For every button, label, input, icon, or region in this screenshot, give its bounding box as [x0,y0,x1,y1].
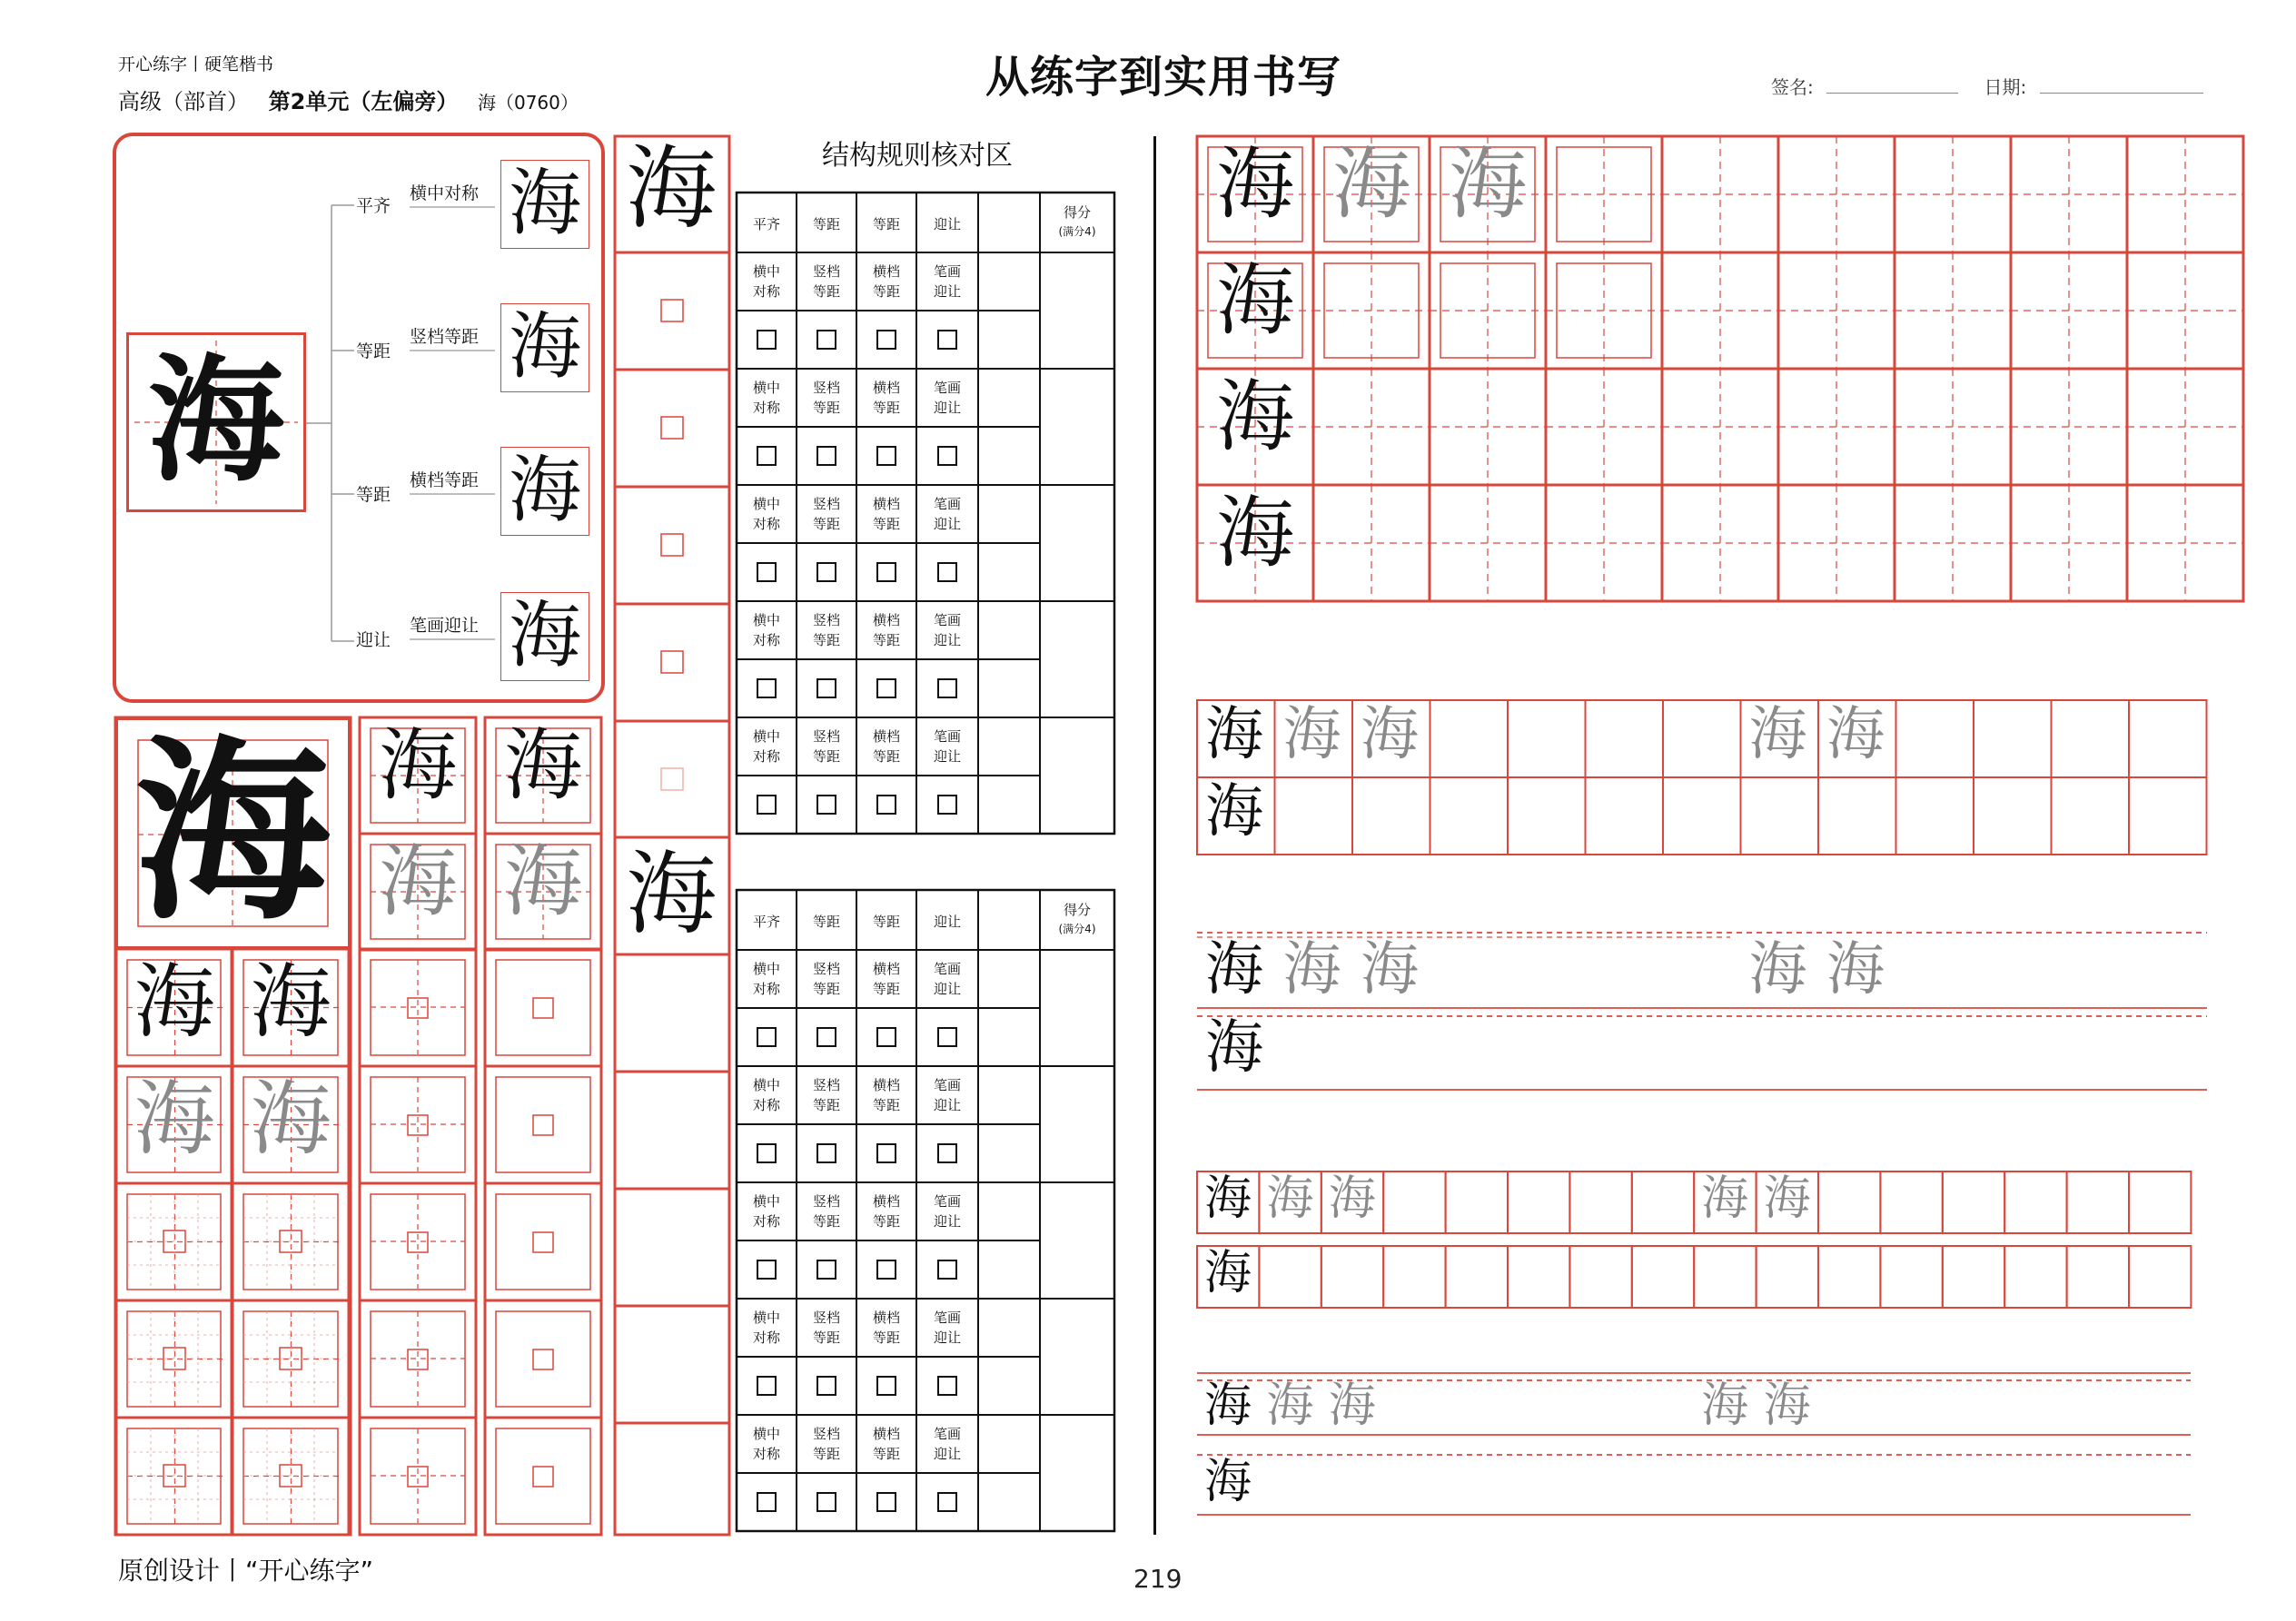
check-label-bottom: 迎让 [933,632,961,648]
check-label-bottom: 等距 [812,632,840,648]
check-checkbox[interactable] [816,446,836,466]
check-label-top: 笔画 [933,263,961,280]
check-label-top: 笔画 [933,380,961,396]
check-label-bottom: 等距 [872,1213,900,1230]
check-label-top: 横档 [872,961,900,977]
check-checkbox[interactable] [876,1492,896,1512]
check-row-label [797,1075,856,1115]
check-checkbox[interactable] [816,795,836,815]
rule-name-2: 竖档等距 [410,327,480,347]
check-row-label [856,1075,916,1115]
big-char: 海 [134,717,331,946]
check-row-label [856,1191,916,1231]
check-row-label [856,959,916,999]
check-row-label [916,378,978,418]
check-label-top: 横档 [872,380,900,396]
check-row-label [737,494,797,534]
check-label-bottom: 对称 [752,283,780,300]
check-label-bottom: 等距 [872,748,900,765]
check-row-label [916,726,978,766]
check-row-label [797,1308,856,1348]
practice-char-r2-c3: 海 [379,836,457,927]
check-label-bottom: 迎让 [933,748,961,765]
check-label-bottom: 迎让 [933,1329,961,1346]
check-checkbox[interactable] [757,1376,777,1396]
footer-credit: 原创设计丨“开心练字” [118,1556,374,1586]
check-checkbox[interactable] [937,562,957,582]
check-label-top: 横中 [752,961,780,977]
score-header [1040,203,1114,241]
check-row-label [916,1075,978,1115]
check-label-top: 横中 [752,263,780,280]
grid-char-r2-c1: 海 [1216,255,1294,346]
check-row-label [737,262,797,301]
line2-char-a-8: 海 [1701,1379,1749,1433]
check-checkbox[interactable] [816,1143,836,1163]
col5-char-mid: 海 [626,841,717,947]
page-title: 从练字到实用书写 [985,52,1342,103]
check-label-bottom: 等距 [872,400,900,416]
unit-text: 第2单元（左偏旁） [268,89,459,114]
check-row-label [856,1424,916,1464]
check-row-label [856,494,916,534]
check-label-top: 笔画 [933,612,961,628]
line2-char-a-1: 海 [1266,1379,1314,1433]
box-char-a-0: 海 [1205,701,1263,768]
rule-category-1: 平齐 [356,196,391,216]
check-label-bottom: 迎让 [933,981,961,997]
check-row-label [737,726,797,766]
check-checkbox[interactable] [816,1260,836,1280]
check-label-bottom: 对称 [752,400,780,416]
check-label-top: 横档 [872,1193,900,1210]
small-char-a-8: 海 [1701,1171,1749,1226]
check-checkbox[interactable] [816,330,836,350]
check-checkbox[interactable] [757,795,777,815]
check-label-bottom: 等距 [812,748,840,765]
check-label-top: 横中 [752,380,780,396]
check-label-top: 横档 [872,1077,900,1093]
check-label-top: 横中 [752,1310,780,1326]
line-char-a-1: 海 [1282,936,1341,1003]
rules-main-char: 海 [147,341,284,500]
line-char-b-0: 海 [1205,1014,1263,1082]
check-label-bottom: 对称 [752,748,780,765]
check-label-bottom: 对称 [752,1213,780,1230]
small-char-a-9: 海 [1763,1171,1811,1226]
score-note: (满分4) [1058,923,1096,935]
check-label-top: 竖档 [812,612,840,628]
check-label-top: 竖档 [812,496,840,512]
check-label-bottom: 对称 [752,981,780,997]
check-row-label [916,610,978,650]
check-row-label [737,1075,797,1115]
check-row-label [916,1308,978,1348]
check-checkbox[interactable] [937,1376,957,1396]
check-row-label [916,959,978,999]
check-label-top: 笔画 [933,496,961,512]
small-char-a-0: 海 [1203,1171,1252,1226]
check-label-bottom: 等距 [812,1097,840,1113]
check-label-bottom: 等距 [812,400,840,416]
grid-char-r4-c1: 海 [1216,488,1294,578]
check-header: 等距 [812,914,840,930]
check-checkbox[interactable] [757,1143,777,1163]
check-checkbox[interactable] [816,1376,836,1396]
line2-char-a-0: 海 [1203,1379,1252,1433]
check-row-label [797,959,856,999]
check-label-top: 笔画 [933,961,961,977]
check-checkbox[interactable] [816,1492,836,1512]
check-label-top: 竖档 [812,380,840,396]
check-label-bottom: 等距 [872,1446,900,1462]
grid-char-r1-c1: 海 [1216,139,1294,230]
rule-name-4: 笔画迎让 [410,616,480,636]
check-checkbox[interactable] [937,795,957,815]
practice-char-low-r1-c2: 海 [250,954,332,1049]
small-char-b-0: 海 [1203,1246,1252,1300]
small-char-a-1: 海 [1266,1171,1314,1226]
score-label: 得分 [1063,902,1091,918]
page-divider [1153,136,1156,1535]
box-char-a-8: 海 [1826,701,1885,768]
col5-char-top: 海 [626,135,717,242]
check-label-top: 竖档 [812,1426,840,1442]
check-row-label [737,1191,797,1231]
check-label-top: 横档 [872,728,900,745]
check-row-label [797,262,856,301]
check-header: 平齐 [752,914,780,930]
check-label-bottom: 等距 [872,1097,900,1113]
line2-char-a-9: 海 [1763,1379,1811,1433]
check-row-label [856,610,916,650]
check-checkbox[interactable] [876,446,896,466]
check-label-top: 横档 [872,612,900,628]
check-label-bottom: 等距 [812,1446,840,1462]
grid-char-r1-c3: 海 [1449,139,1527,230]
check-row-label [737,610,797,650]
check-label-bottom: 等距 [812,283,840,300]
check-label-top: 竖档 [812,961,840,977]
check-label-bottom: 等距 [872,283,900,300]
check-checkbox[interactable] [876,1260,896,1280]
line-char-a-7: 海 [1748,936,1807,1003]
check-label-bottom: 对称 [752,1329,780,1346]
check-row-label [797,726,856,766]
check-row-label [737,378,797,418]
rule-sample-char-4: 海 [509,593,581,677]
char-code-text: 海（0760） [477,92,579,114]
check-label-top: 笔画 [933,1426,961,1442]
page-number: 219 [1133,1564,1183,1594]
line-char-a-8: 海 [1826,936,1885,1003]
check-checkbox[interactable] [816,678,836,698]
check-row-label [916,262,978,301]
rule-name-3: 横档等距 [410,470,480,490]
check-label-bottom: 迎让 [933,283,961,300]
check-label-top: 笔画 [933,1310,961,1326]
check-label-top: 竖档 [812,1310,840,1326]
check-label-bottom: 等距 [812,1213,840,1230]
rule-name-1: 横中对称 [410,183,480,203]
check-label-bottom: 对称 [752,1446,780,1462]
brand-label: 开心练字丨硬笔楷书 [118,54,274,74]
check-label-bottom: 等距 [872,981,900,997]
check-checkbox[interactable] [876,678,896,698]
check-checkbox[interactable] [757,1492,777,1512]
check-label-bottom: 等距 [812,981,840,997]
check-checkbox[interactable] [816,1027,836,1047]
check-checkbox[interactable] [876,330,896,350]
score-label: 得分 [1063,204,1091,221]
check-label-top: 横中 [752,1426,780,1442]
check-label-top: 横中 [752,496,780,512]
score-note: (满分4) [1058,225,1096,238]
sign-label: 签名: [1771,76,1814,98]
score-header [1040,901,1114,938]
check-row-label [916,1191,978,1231]
check-label-top: 横档 [872,263,900,280]
practice-char-r2-c4: 海 [504,836,582,927]
line-char-a-2: 海 [1361,936,1419,1003]
check-label-bottom: 等距 [872,632,900,648]
check-checkbox[interactable] [757,1260,777,1280]
check-label-top: 横中 [752,612,780,628]
check-checkbox[interactable] [876,1376,896,1396]
check-checkbox[interactable] [876,1027,896,1047]
check-row-label [797,1191,856,1231]
check-label-top: 竖档 [812,1077,840,1093]
check-checkbox[interactable] [816,562,836,582]
check-label-top: 竖档 [812,728,840,745]
practice-char-low-r2-c2: 海 [250,1072,332,1166]
check-label-top: 笔画 [933,728,961,745]
level-text: 高级（部首） [118,89,249,114]
check-label-top: 竖档 [812,263,840,280]
check-label-top: 横中 [752,728,780,745]
line2-char-b-0: 海 [1203,1455,1252,1509]
check-label-top: 笔画 [933,1193,961,1210]
check-label-top: 笔画 [933,1077,961,1093]
check-checkbox[interactable] [876,1143,896,1163]
check-checkbox[interactable] [757,1027,777,1047]
check-label-bottom: 等距 [872,516,900,532]
box-char-a-2: 海 [1361,701,1419,768]
box-char-a-1: 海 [1282,701,1341,768]
practice-char-r1-c4: 海 [504,720,582,811]
check-label-top: 横中 [752,1077,780,1093]
check-label-bottom: 等距 [812,516,840,532]
practice-char-low-r1-c1: 海 [134,954,215,1049]
check-row-label [856,1308,916,1348]
practice-char-low-r2-c1: 海 [134,1072,215,1166]
rule-category-3: 等距 [356,485,391,505]
check-label-bottom: 迎让 [933,1097,961,1113]
box-char-b-0: 海 [1205,778,1263,845]
check-label-top: 横中 [752,1193,780,1210]
check-checkbox[interactable] [937,446,957,466]
check-label-bottom: 迎让 [933,516,961,532]
grid-char-r1-c2: 海 [1332,139,1410,230]
check-label-top: 横档 [872,496,900,512]
check-row-label [797,610,856,650]
line-char-a-0: 海 [1205,936,1263,1003]
check-row-label [916,1424,978,1464]
check-label-top: 横档 [872,1426,900,1442]
check-header: 迎让 [933,216,961,232]
check-label-bottom: 迎让 [933,400,961,416]
check-row-label [737,1424,797,1464]
check-label-bottom: 迎让 [933,1446,961,1462]
check-row-label [797,494,856,534]
practice-char-r1-c3: 海 [379,720,457,811]
check-header: 等距 [872,216,900,232]
check-row-label [856,726,916,766]
check-row-label [856,378,916,418]
check-label-top: 横档 [872,1310,900,1326]
rule-sample-char-1: 海 [509,161,581,245]
rule-category-2: 等距 [356,341,391,361]
grid-char-r3-c1: 海 [1216,371,1294,462]
check-label-top: 竖档 [812,1193,840,1210]
check-header: 等距 [872,914,900,930]
check-header: 等距 [812,216,840,232]
check-checkbox[interactable] [876,795,896,815]
date-label: 日期: [1984,76,2027,98]
check-row-label [797,1424,856,1464]
box-char-a-7: 海 [1748,701,1807,768]
check-row-label [916,494,978,534]
check-label-bottom: 对称 [752,516,780,532]
check-checkbox[interactable] [937,1492,957,1512]
check-header: 迎让 [933,914,961,930]
check-checkbox[interactable] [937,330,957,350]
rule-sample-char-2: 海 [509,304,581,389]
check-row-label [797,378,856,418]
check-checkbox[interactable] [937,1143,957,1163]
check-checkbox[interactable] [937,678,957,698]
check-label-bottom: 对称 [752,1097,780,1113]
line2-char-a-2: 海 [1328,1379,1376,1433]
check-label-bottom: 对称 [752,632,780,648]
rule-category-4: 迎让 [356,630,391,650]
check-row-label [856,262,916,301]
check-checkbox[interactable] [757,678,777,698]
check-checkbox[interactable] [757,330,777,350]
check-checkbox[interactable] [937,1027,957,1047]
check-row-label [737,959,797,999]
check-checkbox[interactable] [757,562,777,582]
check-label-bottom: 等距 [872,1329,900,1346]
check-checkbox[interactable] [876,562,896,582]
check-checkbox[interactable] [937,1260,957,1280]
check-label-bottom: 迎让 [933,1213,961,1230]
check-header: 平齐 [752,216,780,232]
small-char-a-2: 海 [1328,1171,1376,1226]
check-checkbox[interactable] [757,446,777,466]
check-row-label [737,1308,797,1348]
check-area-title: 结构规则核对区 [822,140,1013,172]
rule-sample-char-3: 海 [509,448,581,532]
check-label-bottom: 等距 [812,1329,840,1346]
